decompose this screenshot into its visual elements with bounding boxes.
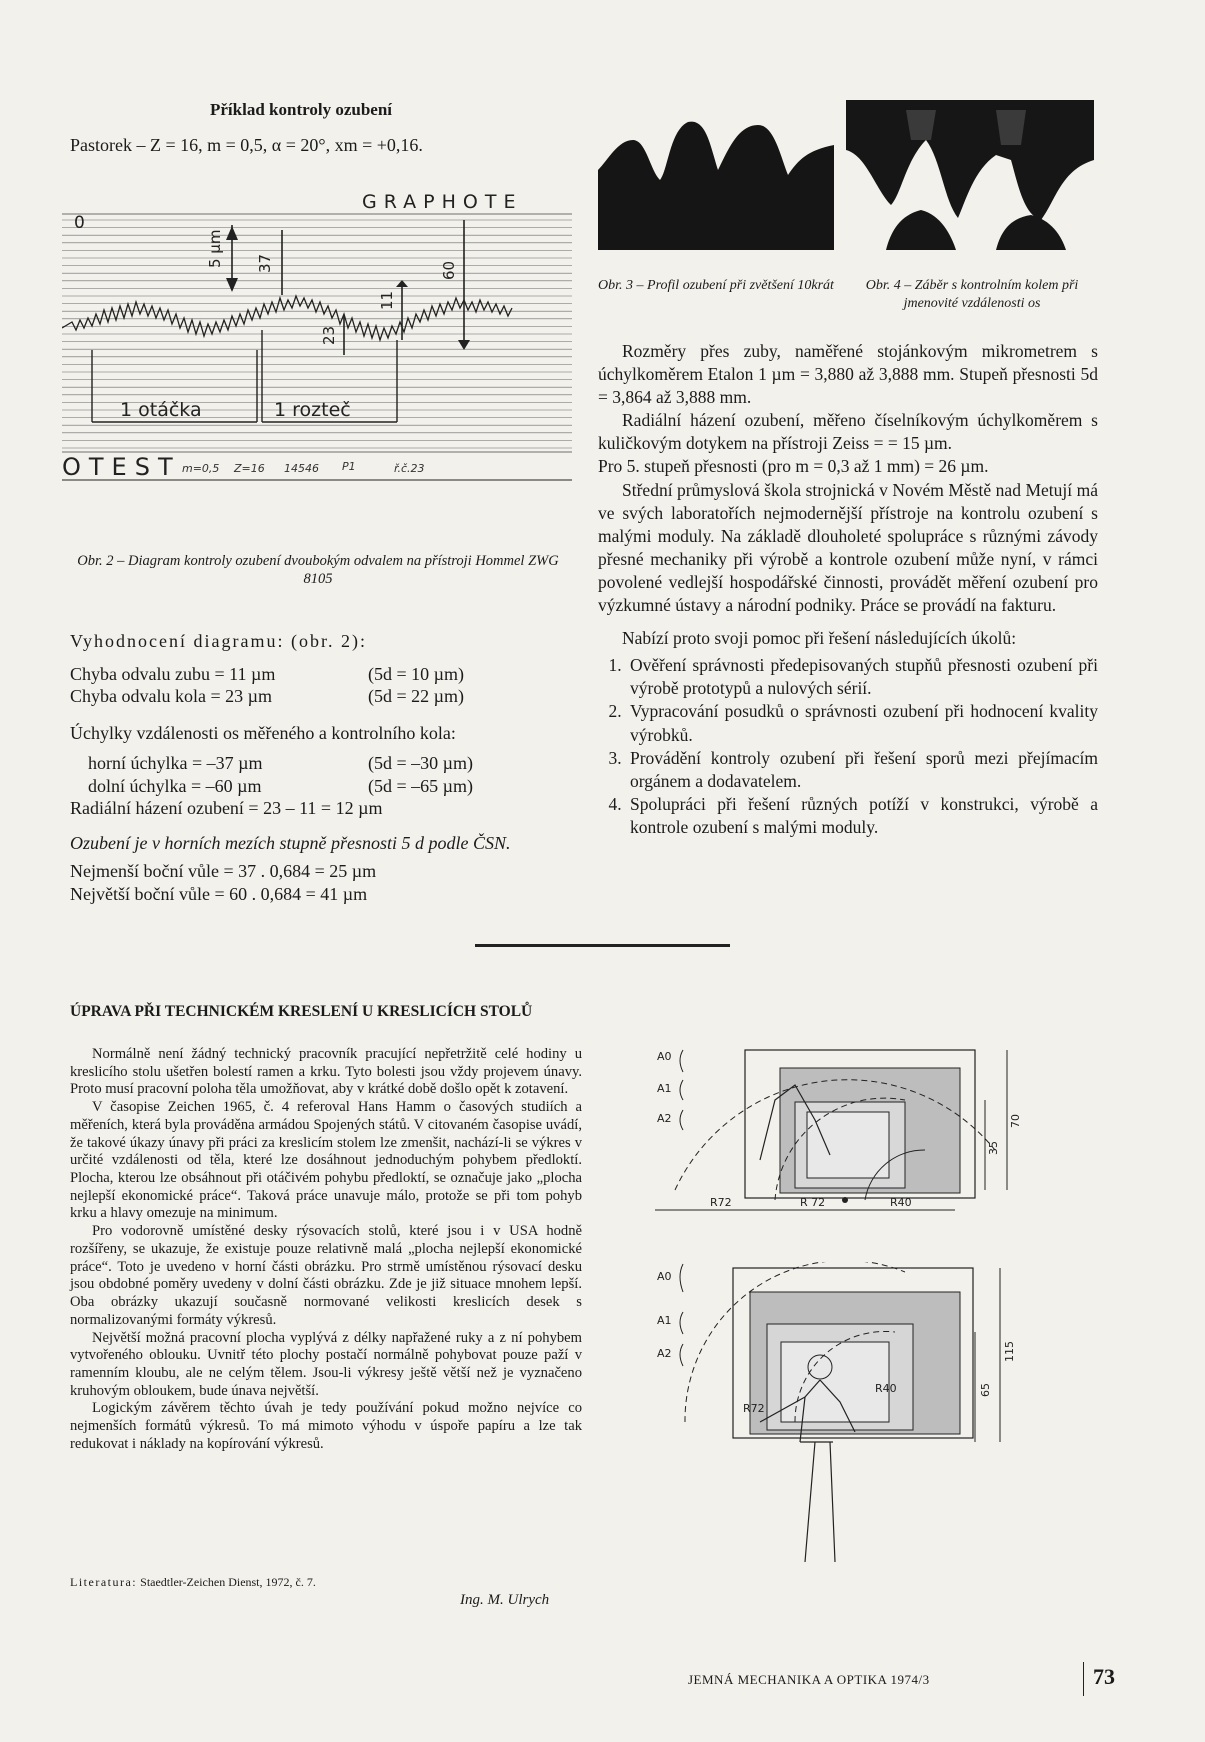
drawing1-r72a: R72 <box>710 1196 732 1209</box>
note-module: m=0,5 <box>182 462 220 475</box>
min-play-line: Nejmenší boční vůle = 37 . 0,684 = 25 µm <box>70 861 377 881</box>
drawing2-dim-115: 115 <box>1003 1341 1016 1362</box>
drawing2-r40: R40 <box>875 1382 897 1395</box>
paragraph: Normálně není žádný technický pracovník pracující nepřetržitě celé hodiny u kreslicího stolu ušetřen bolestí ramen a krku. Tyto bolesti jsou vždy projevem únavy. Proto musí pracovní poloha těla umožňovat, aby v krátké době došlo opět k zotavení. <box>70 1046 582 1098</box>
example-title: Příklad kontroly ozubení <box>210 100 392 119</box>
runout-line: Radiální házení ozubení = 23 – 11 = 12 µm <box>70 798 383 818</box>
drawing1-r40: R40 <box>890 1196 912 1209</box>
paragraph: Logickým závěrem těchto úvah je tedy používání pokud možno nejvíce co nejmenších formátů výkresů. To má mimoto výhodu v úspoře papíru a lze tak redukovat i náklady na kopírování výkresů. <box>70 1400 582 1452</box>
label-pitch: 1 rozteč <box>274 399 351 421</box>
conclusion-line: Ozubení je v horních mezích stupně přesnosti 5 d podle ČSN. <box>70 832 511 853</box>
paragraph: Střední průmyslová škola strojnická v Novém Městě nad Metují má ve svých laboratořích nejmodernější přístroje na kontrolu ozubení s malými moduly. Na základě dlouholeté spolupráce s různými závody přesné mechaniky při výrobě a kontrole ozubení může nyní, v rámci povolené vedlejší hospodářské činnosti, provádět měření ozubení pro výzkumné ústavy a národní podniky. Práce se provádí na fakturu. <box>598 479 1098 616</box>
right-column-text <box>598 340 1098 839</box>
drawing2-dim-65: 65 <box>979 1383 992 1397</box>
label-turn: 1 otáčka <box>120 399 202 421</box>
drawing1-dim-35: 35 <box>987 1141 1000 1155</box>
task-list <box>598 654 1098 839</box>
note-number: ř.č.23 <box>394 462 425 475</box>
list-item: 4. Spolupráci při řešení různých potíží v konstrukci, výrobě a kontrole ozubení s malými moduly. <box>626 793 1098 839</box>
drawing2-a2: A2 <box>657 1347 672 1360</box>
article-title: ÚPRAVA PŘI TECHNICKÉM KRESLENÍ U KRESLICÍCH STOLŮ <box>70 1003 533 1020</box>
graph-brand-bottom: OTEST <box>62 453 181 481</box>
drawing2-r72: R72 <box>743 1402 765 1415</box>
dim-5um: 5 µm <box>206 229 224 268</box>
drawing1-r72b: R 72 <box>800 1196 826 1209</box>
literature-label: Literatura: <box>70 1575 138 1589</box>
gear-diagram <box>62 190 572 535</box>
author: Ing. M. Ulrych <box>460 1592 550 1608</box>
figure-2-caption: Obr. 2 – Diagram kontroly ozubení dvoubokým odvalem na přístroji Hommel ZWG 8105 <box>77 553 559 588</box>
eval-value: dolní úchylka = –60 µm <box>88 775 262 796</box>
evaluation-block <box>70 630 585 905</box>
paragraph: Nabízí proto svoji pomoc při řešení následujících úkolů: <box>622 628 1017 649</box>
drawing2-a0: A0 <box>657 1270 672 1283</box>
eval-limit: (5d = –65 µm) <box>368 775 474 796</box>
eval-row <box>70 685 585 708</box>
eval-value: Chyba odvalu kola = 23 µm <box>70 686 272 706</box>
paragraph: V časopise Zeichen 1965, č. 4 referoval Hans Hamm o časových studiích a měřeních, která byla prováděna armádou Spojených států. V citovaném časopise uvádí, že takové úkazy únavy při práci za kreslicím stolem lze zmenšit, nachází-li se výkres v určité vzdálenosti od těla, které lze dosáhnout jednoduchým pohybem předloktí. Plocha, kterou lze obsáhnout při otáčivém pohybu předloktí, se označuje jako „plocha nejlepší ekonomické práce“. Taková práce unavuje málo, protože se při tom pohyb krku a hlavy omezuje na minimum. <box>70 1099 582 1222</box>
graph-brand-top: GRAPHOTE <box>362 191 523 213</box>
literature-text: Staedtler-Zeichen Dienst, 1972, č. 7. <box>140 1575 316 1589</box>
drawing1-a0: A0 <box>657 1050 672 1063</box>
paragraph: Největší možná pracovní plocha vyplývá z délky napřažené ruky a z ní pohybem vytvořeného oblouku. Uvnitř této plochy postačí normálně pohybovat pouze paží v ramenním kloubu, ale ne celým tělem. Jsou-li výkresy ještě větší než je vyznačeno kruhovým obloukem, bude únava největší. <box>70 1329 582 1399</box>
drawing2-a1: A1 <box>657 1314 672 1327</box>
eval-row <box>70 663 585 686</box>
max-play-line: Největší boční vůle = 60 . 0,684 = 41 µm <box>70 883 368 904</box>
paragraph: Pro 5. stupeň přesnosti (pro m = 0,3 až 1 mm) = 26 µm. <box>598 456 989 477</box>
figure-3-caption: Obr. 3 – Profil ozubení při zvětšení 10krát <box>598 278 834 293</box>
paragraph: Pro vodorovně umístěné desky rýsovacích stolů, které jsou i v USA hodně rozšířeny, se ukazuje, že existuje pouze relativně malá „plocha nejlepší ekonomické práce“. Toto je uvedeno v horní části obrázku. Pro strmě umístěnou rýsovací desku jsou obdobné poměry uvedeny v dolní části obrázku. Zde je již situace mnohem lepší. Oba obrázky ukazují současně normované velikosti kreslicích desek s normalizovanými formáty výkresů. <box>70 1223 582 1328</box>
paragraph: Radiální házení ozubení, měřeno číselníkovým úchylkoměrem s kuličkovým dotykem na přístroji Zeiss = = 15 µm. <box>598 410 1098 454</box>
evaluation-heading: Vyhodnocení diagramu: (obr. 2): <box>70 631 367 651</box>
eval-limit: (5d = –30 µm) <box>368 753 474 773</box>
dim-11: 11 <box>378 290 396 310</box>
literature-reference <box>70 1575 316 1590</box>
list-item: 2. Vypracování posudků o správnosti ozubení při hodnocení kvality výrobků. <box>626 700 1098 746</box>
deviation-heading: Úchylky vzdálenosti os měřeného a kontrolního kola: <box>70 722 456 743</box>
drafting-table-inclined-view <box>655 1262 1035 1592</box>
dim-60: 60 <box>440 260 458 280</box>
note-serial: 14546 <box>284 462 319 475</box>
page-number: 73 <box>1093 1664 1115 1689</box>
footer-separator <box>1083 1662 1084 1696</box>
example-params: Pastorek – Z = 16, m = 0,5, α = 20°, xm = +0,16. <box>70 135 423 155</box>
list-item: 3. Provádění kontroly ozubení při řešení sporů mezi přejímacím orgánem a dodavatelem. <box>626 747 1098 793</box>
article-body <box>70 1046 582 1454</box>
note-teeth: Z=16 <box>234 462 265 475</box>
figure-4-caption: Obr. 4 – Záběr s kontrolním kolem při jmenovité vzdálenosti os <box>865 278 1079 311</box>
paragraph: Rozměry přes zuby, naměřené stojánkovým mikrometrem s úchylkoměrem Etalon 1 µm = 3,880 až 3,888 mm. Stupeň přesnosti 5d = 3,864 až 3,888 mm. <box>598 341 1098 408</box>
dim-23: 23 <box>320 325 338 345</box>
note-p1: P1 <box>342 460 356 473</box>
eval-limit: (5d = 22 µm) <box>368 686 465 706</box>
eval-value: horní úchylka = –37 µm <box>88 753 263 773</box>
drafting-table-top-view <box>655 1040 1035 1240</box>
eval-row <box>70 752 585 775</box>
gear-profile-photo <box>598 100 834 250</box>
journal-footer: JEMNÁ MECHANIKA A OPTIKA 1974/3 <box>688 1672 930 1687</box>
drawing1-a2: A2 <box>657 1112 672 1125</box>
eval-value: Chyba odvalu zubu = 11 µm <box>70 663 276 684</box>
eval-limit: (5d = 10 µm) <box>368 663 465 684</box>
dim-37: 37 <box>256 253 274 273</box>
graph-zero: 0 <box>74 213 85 233</box>
drawing1-dim-70: 70 <box>1009 1114 1022 1128</box>
eval-row <box>70 775 585 798</box>
section-divider <box>475 944 730 947</box>
drawing1-a1: A1 <box>657 1082 672 1095</box>
list-item: 1. Ověření správnosti předepisovaných stupňů přesnosti ozubení při výrobě prototypů a nulových sérií. <box>626 654 1098 700</box>
gear-mesh-photo <box>846 100 1094 250</box>
